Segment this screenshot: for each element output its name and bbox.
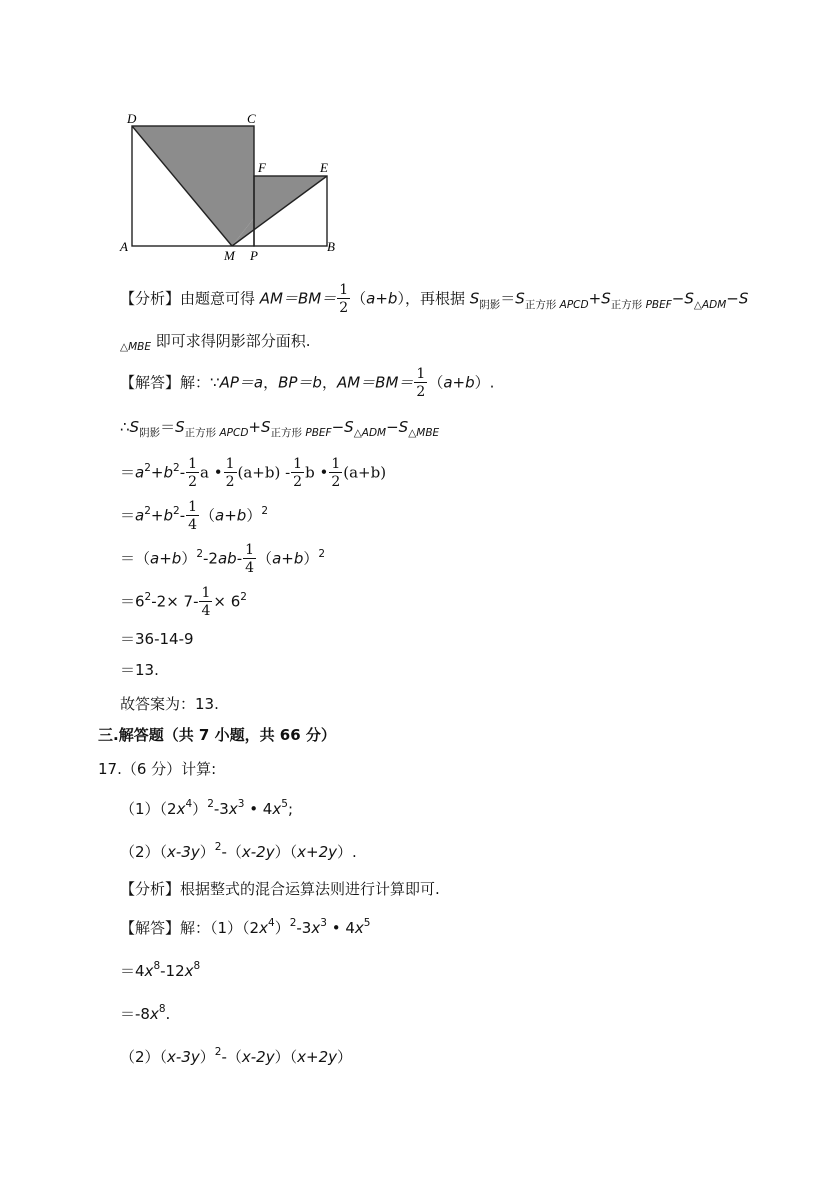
analysis-line-1: 【分析】由题意可得 AM＝BM＝ $\frac{1}{2}$ （a+b），再根据 $S_{阴影}=S_{正方形}$ $_{APCD}+S_{正方形}$ $_{PBEF}-S_{\triangle ADM}-S$	[120, 282, 749, 316]
analysis-tag: 【分析】	[120, 289, 181, 308]
shaded-region-left	[132, 126, 254, 246]
q17-result-1: $=4x^8-12x^8$	[120, 960, 201, 980]
label-a: A	[120, 239, 128, 254]
answer-tag: 【解答】	[120, 373, 181, 392]
fraction-half: $\frac{1}{2}$	[339, 282, 349, 316]
step-2: $=a^2+b^2-$ $\frac{1}{2}$ a • $\frac{1}{2}$ (a+b) - $\frac{1}{2}$ b • $\frac{1}{2}$ (a+b)	[120, 456, 387, 490]
step-3: $=a^2+b^2-$ $\frac{1}{4}$ $(a+b)^2$	[120, 499, 269, 533]
step-7: ＝13.	[120, 661, 159, 679]
label-e: E	[320, 160, 328, 175]
step-4: $=(a+b)^2-2ab-$ $\frac{1}{4}$ $(a+b)^2$	[120, 542, 326, 576]
final-answer: 故答案为：13.	[120, 695, 219, 713]
am-equals: AM＝BM＝	[259, 289, 337, 308]
label-m: M	[224, 248, 235, 263]
step-6: ＝36-14-9	[120, 630, 194, 648]
step-5: $=6^2-2\times 7-$ $\frac{1}{4}$ × $6^2$	[120, 585, 247, 619]
label-f: F	[258, 160, 266, 175]
label-d: D	[127, 111, 137, 126]
label-b: B	[327, 239, 335, 254]
label-p: P	[250, 248, 258, 263]
geometry-figure	[0, 0, 832, 280]
section-title: 三.解答题（共 7 小题，共 66 分）	[98, 726, 336, 744]
q17-part-1: $(1)(2x^4)^2-3x^3$ • $4x^5$;	[120, 798, 293, 818]
step-1: $\therefore S_{阴影}=S_{正方形}$ $_{APCD}+S_{正方形}$ $_{PBEF}-S_{\triangle ADM}-S_{\triangle MBE}$	[120, 418, 440, 439]
q17-part-2-solution: $(2)(x-3y)^2-(x-2y)(x+2y)$	[120, 1046, 353, 1066]
analysis-line-2: $_{\triangle MBE}$ 即可求得阴影部分面积.	[120, 332, 311, 353]
question-17-head: 17.（6 分）计算:	[98, 760, 217, 778]
q17-result-2: $=-8x^8$.	[120, 1003, 171, 1023]
label-c: C	[247, 111, 256, 126]
q17-analysis: 【分析】根据整式的混合运算法则进行计算即可.	[120, 880, 440, 898]
q17-part-2: $(2)(x-3y)^2-(x-2y)(x+2y)$.	[120, 841, 357, 861]
answer-line-1: 【解答】解：∵AP＝a，BP＝b，AM＝BM＝ $\frac{1}{2}$ （a+b）.	[120, 366, 495, 400]
q17-answer: 【解答】解：$(1)(2x^4)^2-3x^3$ • $4x^5$	[120, 917, 371, 937]
